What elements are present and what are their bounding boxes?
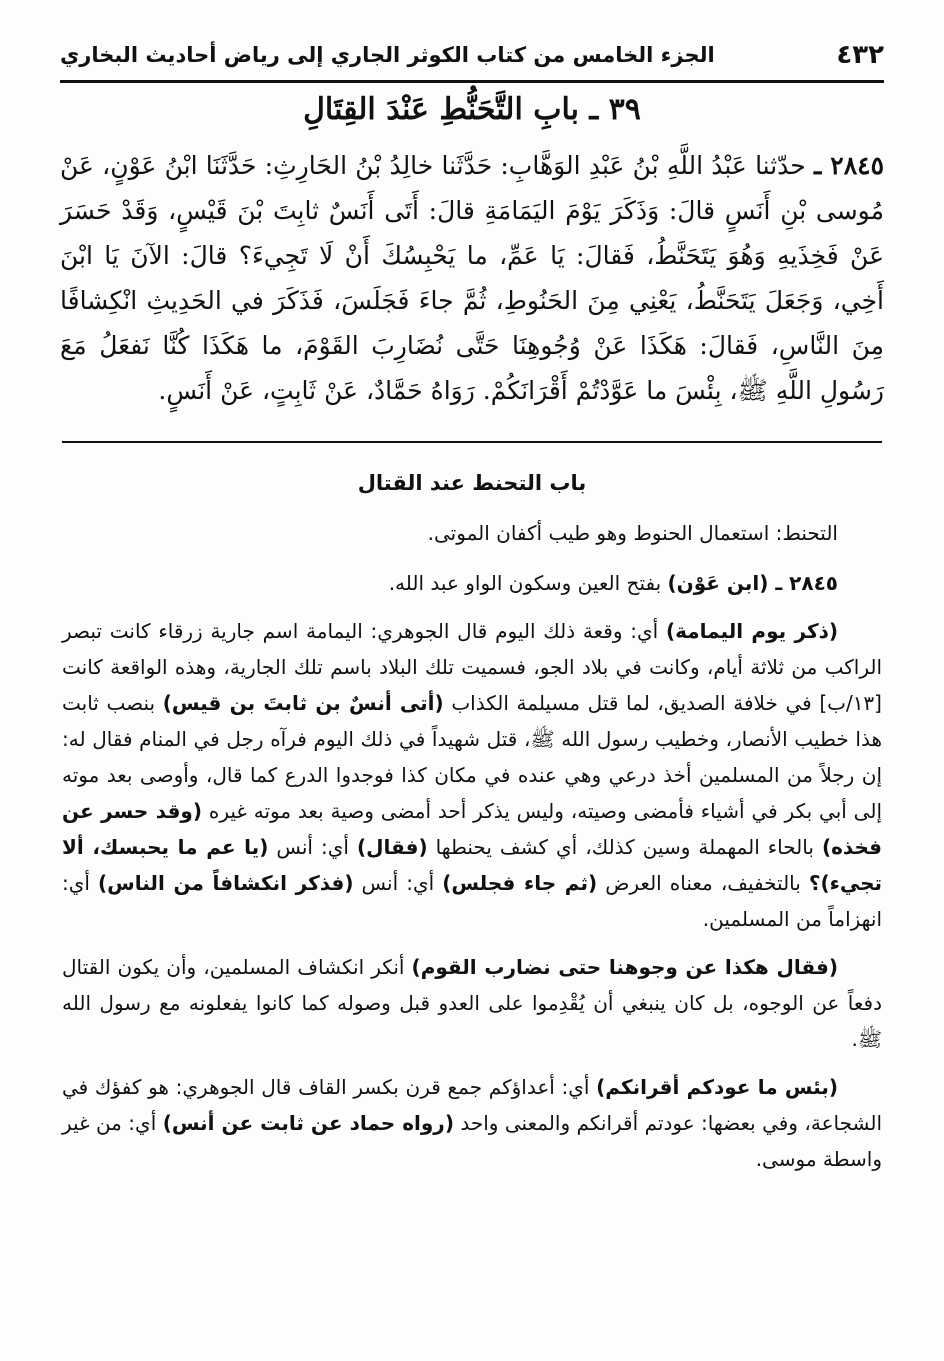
commentary-text: بفتح العين وسكون الواو عبد الله. [388, 571, 668, 595]
commentary-text: أي: انهزاماً من المسلمين. [62, 871, 882, 931]
commentary-lemma: (بئس ما عودكم أقرانكم) [596, 1075, 839, 1099]
commentary-text: أي: أعداؤكم جمع قرن بكسر القاف قال الجوهري: هو كفؤك في الشجاعة، وفي بعضها: عودتم أقرانكم والمعنى واحد [62, 1075, 882, 1135]
page-number: ٤٣٢ [836, 40, 884, 70]
hadith-text [60, 143, 884, 413]
hadith-number: ٢٨٤٥ ـ [813, 151, 884, 180]
hadith-narration: حدّثنا عَبْدُ اللَّهِ بْنُ عَبْدِ الوَهَّابِ: حَدَّثَنا خالِدُ بْنُ الحَارِثِ: حَدَّثَنَا ابْنُ عَوْنٍ، عَنْ مُوسى بْنِ أَنَسٍ قالَ: وَذَكَرَ يَوْمَ اليَمَامَةِ قالَ: أَتَى أَنَسٌ ثابِتَ بْنَ قَيْسٍ، وَقَدْ حَسَرَ عَنْ فَخِذَيهِ وَهُوَ يَتَحَنَّطُ، فَقالَ: يَا عَمِّ، ما يَحْبِسُكَ أَنْ لَا تَجِيءَ؟ قالَ: الآنَ يَا ابْنَ أَخِي، وَجَعَلَ يَتَحَنَّطُ، يَعْنِي مِنَ الحَنُوطِ، ثُمَّ جاءَ فَجَلَسَ، فَذَكَرَ في الحَدِيثِ انْكِشافًا مِنَ النَّاسِ، فَقالَ: هَكَذَا عَنْ وُجُوهِنَا حَتَّى نُضَارِبَ القَوْمَ، ما هَكَذَا كُنَّا نَفعَلُ مَعَ رَسُولِ اللَّهِ ﷺ، بِئْسَ ما عَوَّدْتُمْ أَقْرَانَكُمْ. رَوَاهُ حَمَّادٌ، عَنْ ثَابِتٍ، عَنْ أَنَسٍ. [60, 151, 884, 405]
commentary-text: أي: وقعة ذلك اليوم قال الجوهري: اليمامة اسم جارية زرقاء كانت تبصر الراكب من ثلاثة أيام، وكانت في بلاد الجو، فسميت تلك البلاد باسم تلك الجارية، وهذه الواقعة كانت [١٣/ب] في خلافة الصديق، لما قتل مسيلمة الكذاب [62, 619, 882, 715]
commentary-paragraph-4 [62, 1069, 882, 1177]
commentary-lemma: (فقال هكذا عن وجوهنا حتى نضارب القوم) [411, 955, 838, 979]
commentary-lemma: (وقد حسر عن فخذه) [62, 799, 882, 859]
commentary-paragraph-2 [62, 613, 882, 937]
commentary-gloss: التحنط: استعمال الحنوط وهو طيب أكفان الموتى. [427, 521, 838, 545]
chapter-title: ٣٩ ـ بابِ التَّحَنُّطِ عَنْدَ القِتَالِ [303, 92, 641, 127]
section-divider [62, 441, 882, 443]
commentary-lemma: (يا عم ما يحبسك، ألا تجيء)؟ [62, 835, 883, 895]
page-header [60, 30, 884, 83]
commentary-text: بنصب ثابت هذا خطيب الأنصار، وخطيب رسول الله ﷺ، قتل شهيداً في ذلك اليوم فرآه رجل في المنام فقال له: إن رجلاً من المسلمين أخذ درعي وهي عنده في مكان كذا فوجدوا الدرع كما قال، وأوصى بعد موته إلى أبي بكر في أشياء فأمضى وصيته، وليس يذكر أحد أمضى وصية بعد موته غيره [62, 691, 883, 823]
commentary [62, 465, 882, 1189]
commentary-paragraph-1 [62, 565, 882, 601]
commentary-text: أي: أنس [268, 835, 357, 859]
commentary-lemma: (أتى أنسٌ بن ثابتَ بن قيس) [162, 691, 444, 715]
commentary-lemma: (ثم جاء فجلس) [442, 871, 598, 895]
commentary-text: بالحاء المهملة وسين كذلك، أي كشف يحنطها [427, 835, 822, 859]
commentary-lemma: ٢٨٤٥ ـ (ابن عَوْن) [667, 571, 838, 595]
commentary-text: أي: من غير واسطة موسى. [62, 1111, 882, 1171]
running-title: الجزء الخامس من كتاب الكوثر الجاري إلى رياض أحاديث البخاري [60, 43, 715, 67]
commentary-lemma: (فذكر انكشافاً من الناس) [98, 871, 354, 895]
commentary-lemma: (فقال) [357, 835, 428, 859]
commentary-text: أي: أنس [353, 871, 443, 895]
commentary-lemma: (رواه حماد عن ثابت عن أنس) [162, 1111, 454, 1135]
commentary-lemma: (ذكر يوم اليمامة) [665, 619, 838, 643]
commentary-section-title: باب التحنط عند القتال [357, 471, 587, 495]
commentary-text: بالتخفيف، معناه العرض [597, 871, 809, 895]
commentary-paragraph-3 [62, 949, 882, 1057]
commentary-text: أنكر انكشاف المسلمين، وأن يكون القتال دفعاً عن الوجوه، بل كان ينبغي أن يُقْدِموا على العدو قبل وصوله كما كانوا يفعلونه مع رسول الله ﷺ. [62, 955, 882, 1051]
